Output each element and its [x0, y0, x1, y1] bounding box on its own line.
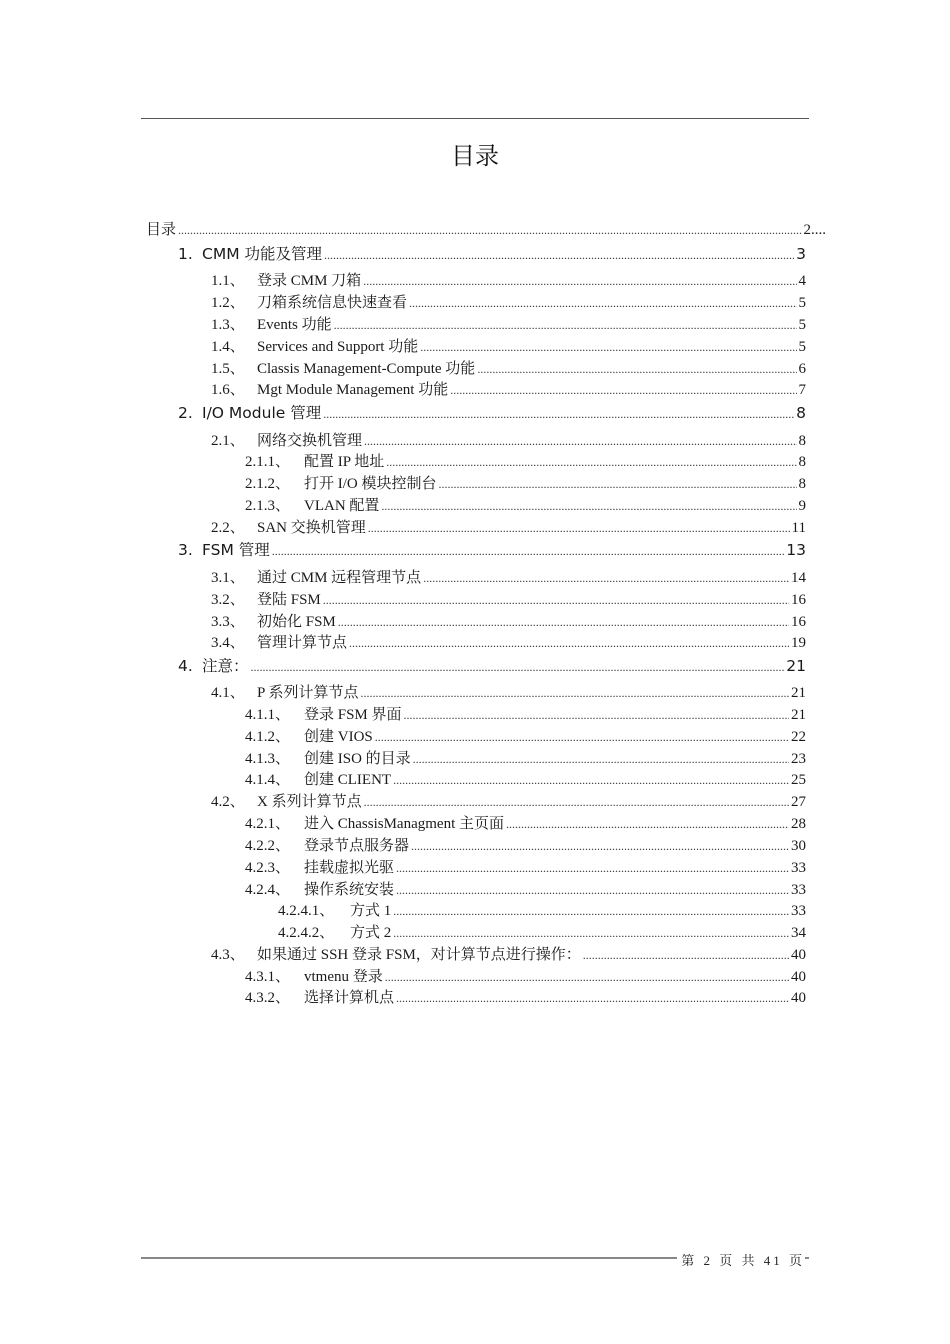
toc-entry[interactable]	[178, 540, 806, 560]
toc-entry[interactable]	[178, 656, 806, 676]
toc-entry[interactable]	[211, 518, 806, 538]
toc-entry-title: 进入 ChassisManagment 主页面	[304, 816, 504, 832]
toc-entry-page: 21	[791, 707, 806, 723]
toc-entry-number: 4.2、	[211, 794, 245, 810]
toc-entry[interactable]	[278, 901, 806, 921]
toc-leader-dots	[396, 988, 789, 1008]
toc-entry-number: 4.2.4.1、	[278, 903, 335, 919]
toc-entry-title: VLAN 配置	[304, 498, 380, 514]
toc-entry-page: 5	[798, 295, 806, 311]
toc-entry-title: 选择计算机点	[304, 990, 395, 1006]
toc-leader-dots	[375, 727, 789, 747]
toc-entry-title: 初始化 FSM	[257, 614, 336, 630]
toc-entry-number: 4.2.4、	[245, 882, 291, 898]
toc-entry-page: 2....	[803, 222, 826, 238]
toc-entry-title: 如果通过 SSH 登录 FSM，对计算节点进行操作：	[257, 947, 581, 963]
toc-leader-dots	[396, 880, 789, 900]
toc-entry-page: 21	[786, 657, 806, 675]
toc-entry-number: 3.	[178, 541, 193, 559]
toc-entry-title: 目录	[146, 222, 177, 238]
toc-entry-number: 4.3.2、	[245, 990, 291, 1006]
toc-entry-title: SAN 交换机管理	[257, 520, 366, 536]
toc-entry-page: 33	[791, 903, 806, 919]
toc-leader-dots	[381, 496, 796, 516]
toc-entry-title: I/O Module 管理	[202, 404, 322, 422]
toc-entry[interactable]	[245, 474, 806, 494]
toc-entry-title: Classis Management-Compute 功能	[257, 361, 476, 377]
toc-entry[interactable]	[211, 945, 806, 965]
toc-leader-dots	[404, 705, 789, 725]
toc-entry[interactable]	[211, 315, 806, 335]
toc-entry-page: 16	[791, 614, 806, 630]
toc-entry[interactable]	[211, 431, 806, 451]
toc-entry-page: 8	[798, 433, 806, 449]
toc-leader-dots	[396, 858, 789, 878]
toc-entry[interactable]	[245, 496, 806, 516]
toc-entry[interactable]	[245, 836, 806, 856]
toc-entry-page: 6	[798, 361, 806, 377]
toc-leader-dots	[324, 245, 794, 265]
toc-entry-page: 34	[791, 925, 806, 941]
toc-entry-title: 注意：	[202, 657, 249, 675]
toc-entry-title: 登录 CMM 刀箱	[257, 273, 362, 289]
toc-entry-title: 配置 IP 地址	[304, 454, 385, 470]
toc-entry-title: 登陆 FSM	[257, 592, 321, 608]
toc-leader-dots	[323, 590, 789, 610]
toc-leader-dots	[420, 337, 796, 357]
toc-leader-dots	[409, 293, 796, 313]
toc-entry[interactable]	[178, 244, 806, 264]
toc-entry-page: 3	[796, 245, 806, 263]
toc-entry-number: 3.3、	[211, 614, 245, 630]
toc-entry-page: 11	[791, 520, 806, 536]
toc-entry-number: 4.1.1、	[245, 707, 291, 723]
toc-entry-title: 方式 2	[350, 925, 392, 941]
toc-leader-dots	[368, 518, 790, 538]
toc-leader-dots	[423, 568, 789, 588]
toc-entry-number: 3.1、	[211, 570, 245, 586]
toc-entry-number: 2.1、	[211, 433, 245, 449]
toc-entry-page: 40	[791, 990, 806, 1006]
toc-entry-number: 2.1.1、	[245, 454, 291, 470]
toc-entry-page: 4	[798, 273, 806, 289]
toc-entry-title: 操作系统安装	[304, 882, 395, 898]
toc-entry-number: 2.1.3、	[245, 498, 291, 514]
toc-entry-title: X 系列计算节点	[257, 794, 362, 810]
toc-entry-title: 挂载虚拟光驱	[304, 860, 395, 876]
toc-entry-number: 4.1.2、	[245, 729, 291, 745]
toc-entry-number: 4.2.4.2、	[278, 925, 335, 941]
toc-entry-title: 刀箱系统信息快速查看	[257, 295, 408, 311]
toc-entry[interactable]	[245, 770, 806, 790]
toc-leader-dots	[393, 770, 789, 790]
toc-entry-page: 8	[798, 454, 806, 470]
toc-entry-number: 4.1、	[211, 685, 245, 701]
toc-entry[interactable]	[245, 452, 806, 472]
toc-entry-number: 4.2.1、	[245, 816, 291, 832]
toc-entry-number: 2.1.2、	[245, 476, 291, 492]
page-title: 目录	[451, 142, 499, 170]
toc-leader-dots	[386, 452, 796, 472]
toc-entry-page: 23	[791, 751, 806, 767]
toc-entry[interactable]	[211, 792, 806, 812]
toc-entry-page: 7	[798, 382, 806, 398]
toc-leader-dots	[363, 271, 796, 291]
toc-leader-dots	[393, 901, 789, 921]
toc-leader-dots	[364, 792, 789, 812]
toc-entry-title: 登录 FSM 界面	[304, 707, 402, 723]
toc-entry-page: 14	[791, 570, 806, 586]
toc-entry-page: 30	[791, 838, 806, 854]
toc-leader-dots	[439, 474, 797, 494]
toc-entry[interactable]	[211, 271, 806, 291]
toc-entry-page: 5	[798, 339, 806, 355]
toc-entry[interactable]	[245, 988, 806, 1008]
toc-entry-page: 16	[791, 592, 806, 608]
toc-leader-dots	[477, 359, 796, 379]
toc-entry-number: 1.1、	[211, 273, 245, 289]
toc-leader-dots	[361, 683, 789, 703]
toc-entry[interactable]	[245, 880, 806, 900]
toc-entry[interactable]	[245, 858, 806, 878]
toc-entry-page: 13	[786, 541, 806, 559]
toc-entry-title: Mgt Module Management 功能	[257, 382, 449, 398]
toc-entry-page: 33	[791, 860, 806, 876]
toc-entry-number: 3.4、	[211, 635, 245, 651]
toc-entry-number: 2.	[178, 404, 193, 422]
toc-entry[interactable]	[211, 380, 806, 400]
toc-leader-dots	[364, 431, 796, 451]
toc-entry[interactable]	[245, 749, 806, 769]
toc-entry-page: 8	[798, 476, 806, 492]
toc-entry-page: 22	[791, 729, 806, 745]
toc-entry-number: 4.2.3、	[245, 860, 291, 876]
toc-entry-number: 3.2、	[211, 592, 245, 608]
toc-entry-page: 40	[791, 947, 806, 963]
toc-leader-dots	[334, 315, 797, 335]
toc-entry-title: 创建 VIOS	[304, 729, 373, 745]
toc-leader-dots	[413, 749, 789, 769]
toc-entry[interactable]	[245, 705, 806, 725]
toc-entry[interactable]	[211, 568, 806, 588]
page-footer: 第 2 页 共 41 页	[677, 1250, 805, 1269]
toc-entry-title: 打开 I/O 模块控制台	[304, 476, 437, 492]
toc-leader-dots	[393, 923, 789, 943]
toc-leader-dots	[178, 220, 801, 240]
toc-entry-page: 21	[791, 685, 806, 701]
toc-entry-title: Events 功能	[257, 317, 332, 333]
toc-entry-title: 创建 ISO 的目录	[304, 751, 411, 767]
toc-entry[interactable]	[211, 337, 806, 357]
toc-entry-page: 33	[791, 882, 806, 898]
toc-entry-number: 1.4、	[211, 339, 245, 355]
toc-leader-dots	[338, 612, 789, 632]
toc-leader-dots	[450, 380, 796, 400]
toc-entry-number: 1.2、	[211, 295, 245, 311]
toc-entry[interactable]	[211, 683, 806, 703]
toc-leader-dots	[272, 541, 784, 561]
toc-entry[interactable]	[245, 814, 806, 834]
toc-entry[interactable]	[211, 633, 806, 653]
toc-entry-number: 4.3、	[211, 947, 245, 963]
toc-entry-number: 2.2、	[211, 520, 245, 536]
toc-entry-title: 管理计算节点	[257, 635, 348, 651]
toc-entry-title: P 系列计算节点	[257, 685, 359, 701]
toc-entry-number: 4.1.3、	[245, 751, 291, 767]
toc-leader-dots	[251, 657, 785, 677]
toc-entry-page: 40	[791, 969, 806, 985]
toc-entry-title: 通过 CMM 远程管理节点	[257, 570, 422, 586]
toc-entry[interactable]	[146, 220, 826, 240]
toc-entry-title: FSM 管理	[202, 541, 270, 559]
toc-entry-page: 5	[798, 317, 806, 333]
toc-entry[interactable]	[211, 590, 806, 610]
toc-entry-title: 网络交换机管理	[257, 433, 363, 449]
toc-entry[interactable]	[245, 967, 806, 987]
toc-entry-page: 9	[798, 498, 806, 514]
toc-entry[interactable]	[211, 612, 806, 632]
toc-entry-number: 4.1.4、	[245, 772, 291, 788]
toc-leader-dots	[349, 633, 789, 653]
toc-entry-title: Services and Support 功能	[257, 339, 419, 355]
toc-entry-page: 8	[796, 404, 806, 422]
toc-entry[interactable]	[211, 293, 806, 313]
toc-entry-number: 1.5、	[211, 361, 245, 377]
toc-entry-number: 4.3.1、	[245, 969, 291, 985]
toc-entry-title: 创建 CLIENT	[304, 772, 392, 788]
toc-entry-number: 4.	[178, 657, 193, 675]
toc-entry-page: 28	[791, 816, 806, 832]
toc-entry-number: 1.	[178, 245, 193, 263]
toc-entry[interactable]	[245, 727, 806, 747]
toc-entry-number: 1.3、	[211, 317, 245, 333]
toc-leader-dots	[323, 404, 794, 424]
toc-leader-dots	[583, 945, 789, 965]
toc-entry-page: 27	[791, 794, 806, 810]
toc-entry-page: 19	[791, 635, 806, 651]
toc-entry-title: CMM 功能及管理	[202, 245, 322, 263]
toc-entry-number: 4.2.2、	[245, 838, 291, 854]
toc-entry[interactable]	[211, 359, 806, 379]
toc-entry-title: 登录节点服务器	[304, 838, 410, 854]
toc-entry[interactable]	[278, 923, 806, 943]
toc-leader-dots	[411, 836, 789, 856]
toc-entry-page: 25	[791, 772, 806, 788]
header-rule	[141, 118, 809, 119]
toc-leader-dots	[385, 967, 789, 987]
toc-entry-number: 1.6、	[211, 382, 245, 398]
toc-entry[interactable]	[178, 403, 806, 423]
toc-entry-title: 方式 1	[350, 903, 392, 919]
toc-entry-title: vtmenu 登录	[304, 969, 383, 985]
toc-leader-dots	[506, 814, 789, 834]
